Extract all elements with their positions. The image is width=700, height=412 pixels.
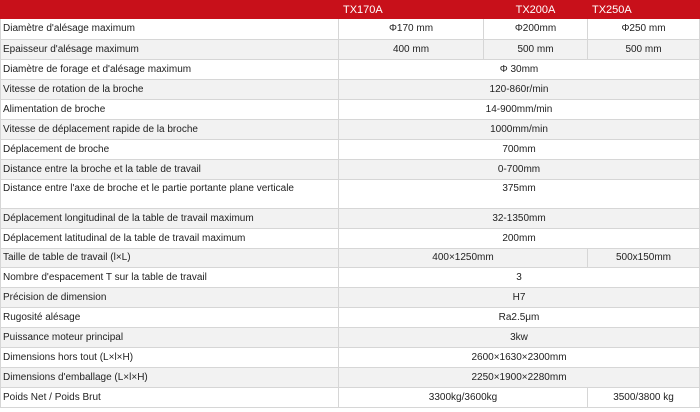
row-label: Vitesse de déplacement rapide de la broche <box>1 120 339 140</box>
table-row <box>1 160 700 180</box>
row-label: Déplacement de broche <box>1 140 339 160</box>
table-row <box>1 229 700 249</box>
row-value: 500 mm <box>588 40 700 60</box>
row-value: 3 <box>339 268 700 288</box>
row-value: 3kw <box>339 328 700 348</box>
row-label: Distance entre l'axe de broche et le partie portante plane verticale <box>1 180 339 209</box>
row-value: 32-1350mm <box>339 209 700 229</box>
row-label: Poids Net / Poids Brut <box>1 388 339 408</box>
header-blank-cell <box>1 1 339 19</box>
table-row <box>1 288 700 308</box>
row-label: Rugosité alésage <box>1 308 339 328</box>
row-value: 14-900mm/min <box>339 100 700 120</box>
row-label: Alimentation de broche <box>1 100 339 120</box>
row-label: Puissance moteur principal <box>1 328 339 348</box>
row-label: Distance entre la broche et la table de travail <box>1 160 339 180</box>
row-label: Diamètre d'alésage maximum <box>1 19 339 40</box>
row-label: Déplacement latitudinal de la table de travail maximum <box>1 229 339 249</box>
row-value: 375mm <box>339 180 700 209</box>
row-label: Dimensions d'emballage (L×l×H) <box>1 368 339 388</box>
row-label: Epaisseur d'alésage maximum <box>1 40 339 60</box>
row-value: 3500/3800 kg <box>588 388 700 408</box>
row-label: Vitesse de rotation de la broche <box>1 80 339 100</box>
row-value: 2250×1900×2280mm <box>339 368 700 388</box>
row-label: Déplacement longitudinal de la table de travail maximum <box>1 209 339 229</box>
row-value: 400×1250mm <box>339 249 588 268</box>
row-value: 500 mm <box>484 40 588 60</box>
row-value: 500x150mm <box>588 249 700 268</box>
row-label: Taille de table de travail (l×L) <box>1 249 339 268</box>
row-value: 700mm <box>339 140 700 160</box>
row-value: 400 mm <box>339 40 484 60</box>
row-value: Φ200mm <box>484 19 588 40</box>
table-row <box>1 209 700 229</box>
row-label: Dimensions hors tout (L×l×H) <box>1 348 339 368</box>
row-label: Précision de dimension <box>1 288 339 308</box>
table-row <box>1 80 700 100</box>
row-label: Diamètre de forage et d'alésage maximum <box>1 60 339 80</box>
table-row <box>1 100 700 120</box>
table-row <box>1 348 700 368</box>
model-tx250a: TX250A <box>588 1 700 19</box>
row-value: Φ250 mm <box>588 19 700 40</box>
row-value: Φ 30mm <box>339 60 700 80</box>
table-row <box>1 120 700 140</box>
model-tx200a: TX200A <box>484 1 588 19</box>
row-value: H7 <box>339 288 700 308</box>
row-value: Ra2.5μm <box>339 308 700 328</box>
table-row <box>1 140 700 160</box>
row-value: 2600×1630×2300mm <box>339 348 700 368</box>
header-row <box>1 1 700 19</box>
table-row <box>1 328 700 348</box>
model-tx170a: TX170A <box>339 1 484 19</box>
row-value: 200mm <box>339 229 700 249</box>
row-value: Φ170 mm <box>339 19 484 40</box>
table-row <box>1 19 700 40</box>
row-value: 1000mm/min <box>339 120 700 140</box>
table-row <box>1 368 700 388</box>
table-row <box>1 40 700 60</box>
row-value: 0-700mm <box>339 160 700 180</box>
table-row <box>1 308 700 328</box>
table-row <box>1 180 700 209</box>
row-label: Nombre d'espacement T sur la table de travail <box>1 268 339 288</box>
table-row <box>1 249 700 268</box>
table-row <box>1 388 700 408</box>
row-value: 120-860r/min <box>339 80 700 100</box>
table-row <box>1 60 700 80</box>
table-row <box>1 268 700 288</box>
row-value: 3300kg/3600kg <box>339 388 588 408</box>
